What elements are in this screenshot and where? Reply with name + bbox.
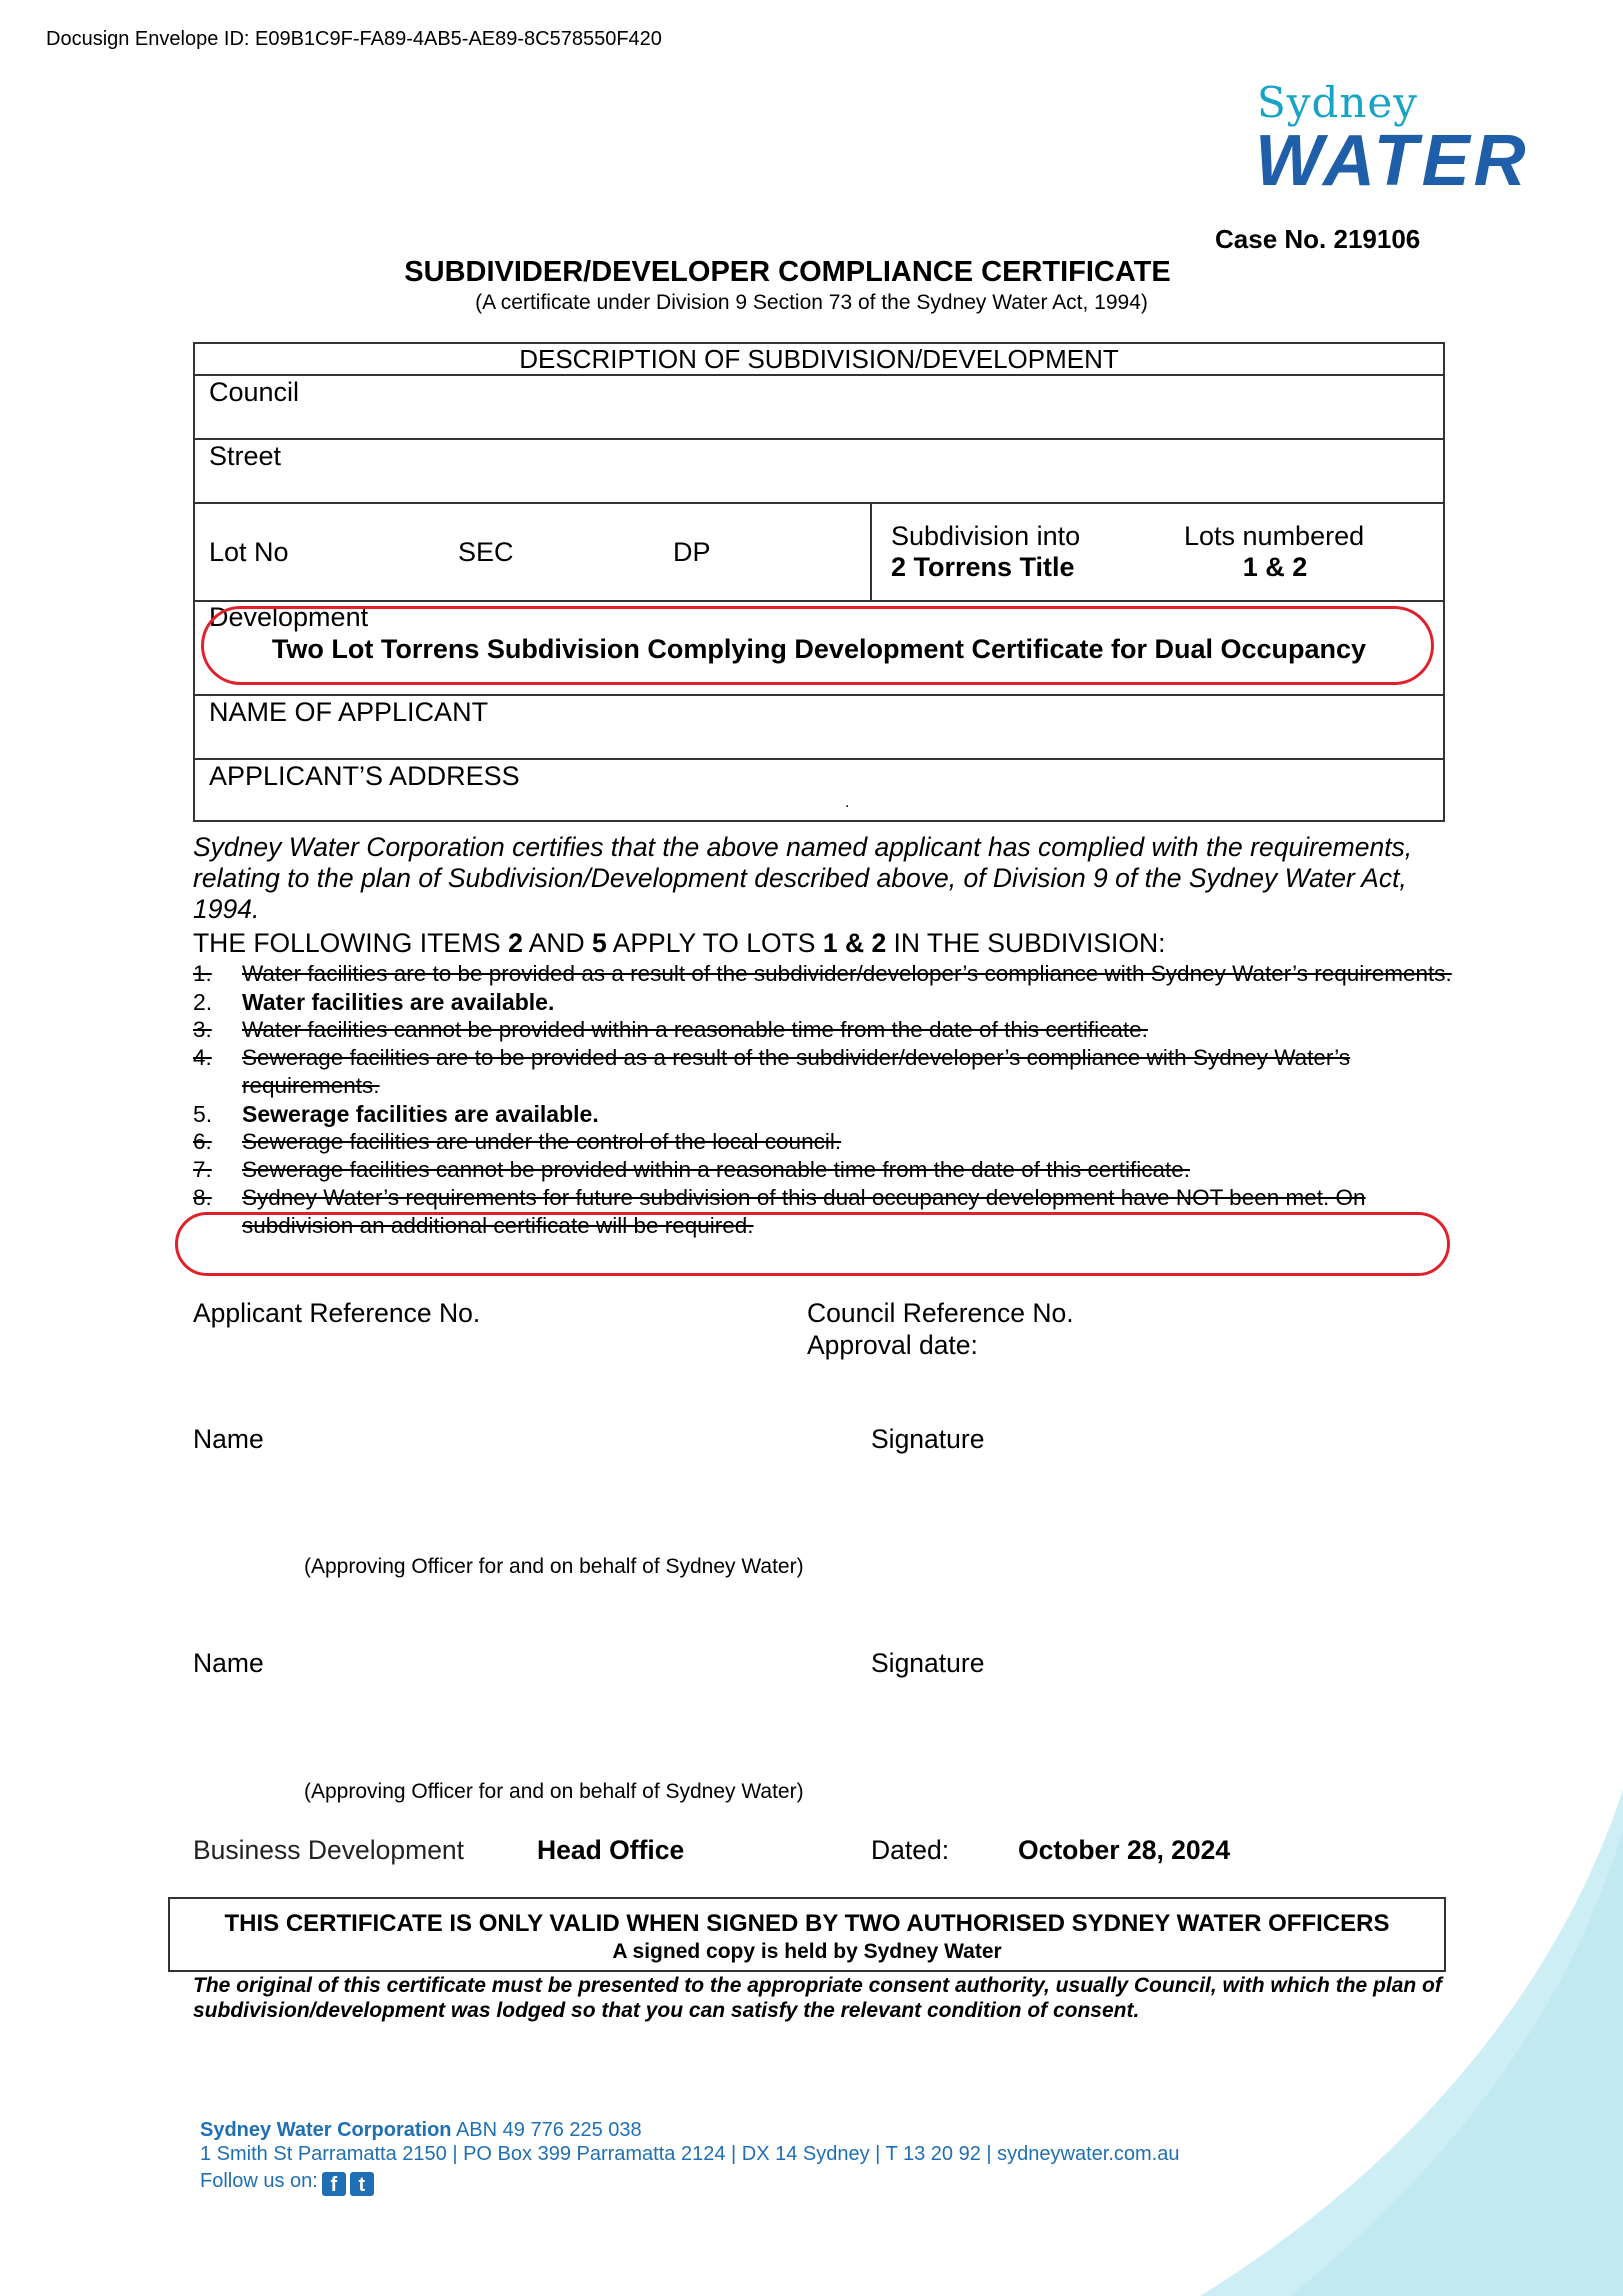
item-text: Water facilities are to be provided as a result of the subdivider/developer’s compliance with Sydney Water’s requirements.	[242, 961, 1452, 986]
description-table	[193, 342, 1445, 822]
footer	[200, 2118, 1179, 2196]
footer-corp-name: Sydney Water Corporation	[200, 2119, 452, 2141]
footer-abn: ABN 49 776 225 038	[451, 2119, 642, 2141]
item-number: 1.	[193, 961, 212, 986]
list-item	[193, 1156, 1453, 1184]
original-certificate-note: The original of this certificate must be presented to the appropriate consent authority, usually Council, with which the plan of subdivision/development was lodged so that you can satisfy the relevant condition of consent.	[193, 1974, 1442, 2022]
footer-corp-line	[200, 2118, 1179, 2142]
logo-line-sydney: Sydney	[1257, 78, 1419, 127]
items-heading-text: THE FOLLOWING ITEMS	[193, 928, 509, 958]
lots-numbered-label: Lots numbered	[1184, 521, 1365, 551]
case-number: Case No. 219106	[1215, 224, 1421, 254]
development-value: Two Lot Torrens Subdivision Complying Development Certificate for Dual Occupancy	[271, 634, 1367, 664]
item-number: 2.	[193, 989, 213, 1015]
items-heading-text: APPLY TO LOTS	[606, 928, 823, 958]
items-list	[193, 960, 1453, 1240]
twitter-icon[interactable]: t	[350, 2172, 374, 2196]
divider	[870, 502, 872, 600]
list-item	[193, 1184, 1453, 1240]
applicant-reference-label: Applicant Reference No.	[193, 1298, 481, 1328]
list-item	[193, 1128, 1453, 1156]
validity-line-1: THIS CERTIFICATE IS ONLY VALID WHEN SIGNED BY TWO AUTHORISED SYDNEY WATER OFFICERS	[224, 1910, 1390, 1937]
signature-label: Signature	[871, 1424, 985, 1454]
office-name: Head Office	[537, 1835, 685, 1865]
divider	[195, 600, 1443, 602]
list-item	[193, 988, 1453, 1016]
name-label: Name	[193, 1648, 264, 1678]
dated-label: Dated:	[871, 1835, 950, 1865]
name-label: Name	[193, 1424, 264, 1454]
item-number: 4.	[193, 1045, 212, 1070]
item-text: Sewerage facilities are available.	[242, 1101, 599, 1127]
dated-value: October 28, 2024	[1018, 1835, 1231, 1865]
items-heading-text: IN THE SUBDIVISION:	[886, 928, 1166, 958]
description-heading: DESCRIPTION OF SUBDIVISION/DEVELOPMENT	[519, 344, 1119, 374]
signature-label: Signature	[871, 1648, 985, 1678]
applicant-name-label: NAME OF APPLICANT	[209, 697, 489, 727]
list-item	[193, 960, 1453, 988]
business-unit: Business Development	[193, 1835, 465, 1865]
dp-label: DP	[673, 537, 711, 567]
logo-line-water: WATER	[1255, 121, 1530, 201]
validity-line-2: A signed copy is held by Sydney Water	[612, 1940, 1002, 1963]
sydney-water-logo	[1255, 78, 1530, 201]
divider	[195, 438, 1443, 440]
sec-label: SEC	[458, 537, 514, 567]
items-heading-lots: 1 & 2	[822, 928, 887, 958]
approval-date-label: Approval date:	[807, 1330, 978, 1360]
docusign-envelope-id: Docusign Envelope ID: E09B1C9F-FA89-4AB5-AE89-8C578550F420	[46, 28, 662, 50]
lot-no-label: Lot No	[209, 537, 289, 567]
items-heading-item: 5	[592, 928, 607, 958]
applicant-address-label: APPLICANT’S ADDRESS	[209, 761, 520, 791]
footer-social	[200, 2169, 1179, 2196]
divider	[195, 758, 1443, 760]
item-number: 6.	[193, 1129, 212, 1154]
stray-mark: .	[845, 794, 850, 811]
certificate-title: SUBDIVIDER/DEVELOPER COMPLIANCE CERTIFICATE	[404, 256, 1171, 288]
list-item	[193, 1044, 1453, 1100]
validity-notice-box	[168, 1897, 1446, 1972]
item-number: 3.	[193, 1017, 212, 1042]
items-heading-item: 2	[508, 928, 523, 958]
council-reference-label: Council Reference No.	[807, 1298, 1074, 1328]
item-text: Sewerage facilities cannot be provided within a reasonable time from the date of this certificate.	[242, 1157, 1191, 1182]
subdivision-into-label: Subdivision into	[891, 521, 1081, 551]
approving-officer-note: (Approving Officer for and on behalf of Sydney Water)	[304, 1780, 804, 1803]
item-text: Water facilities cannot be provided within a reasonable time from the date of this certificate.	[242, 1017, 1148, 1042]
item-text: Sydney Water’s requirements for future subdivision of this dual occupancy development have NOT been met. On subdivision an additional certificate will be required.	[242, 1185, 1366, 1238]
development-label: Development	[209, 602, 369, 632]
list-item	[193, 1100, 1453, 1128]
subdivision-into-value: 2 Torrens Title	[891, 552, 1075, 582]
item-text: Sewerage facilities are to be provided as a result of the subdivider/developer’s compliance with Sydney Water’s requirements.	[242, 1045, 1351, 1098]
street-label: Street	[209, 441, 282, 471]
council-label: Council	[209, 377, 300, 407]
divider	[195, 694, 1443, 696]
footer-follow-label: Follow us on:	[200, 2170, 318, 2192]
items-heading	[193, 928, 1165, 959]
certification-statement: Sydney Water Corporation certifies that the above named applicant has complied with the requirements, relating to the plan of Subdivision/Development described above, of Division 9 of the Sydney Water Act, 1994.	[193, 832, 1413, 924]
facebook-icon[interactable]: f	[322, 2172, 346, 2196]
divider	[195, 502, 1443, 504]
list-item	[193, 1016, 1453, 1044]
items-heading-text: AND	[522, 928, 593, 958]
item-number: 8.	[193, 1185, 212, 1210]
item-text: Sewerage facilities are under the control of the local council.	[242, 1129, 842, 1154]
development-highlight-oval	[201, 606, 1434, 685]
item-number: 7.	[193, 1157, 212, 1182]
footer-address: 1 Smith St Parramatta 2150 | PO Box 399 Parramatta 2124 | DX 14 Sydney | T 13 20 92 | sydneywater.com.au	[200, 2143, 1180, 2165]
item-number: 5.	[193, 1101, 213, 1127]
item-text: Water facilities are available.	[242, 989, 555, 1015]
lots-numbered-value: 1 & 2	[1242, 552, 1308, 582]
divider	[195, 374, 1443, 376]
certificate-subtitle: (A certificate under Division 9 Section 73 of the Sydney Water Act, 1994)	[475, 291, 1148, 314]
approving-officer-note: (Approving Officer for and on behalf of Sydney Water)	[304, 1555, 804, 1578]
